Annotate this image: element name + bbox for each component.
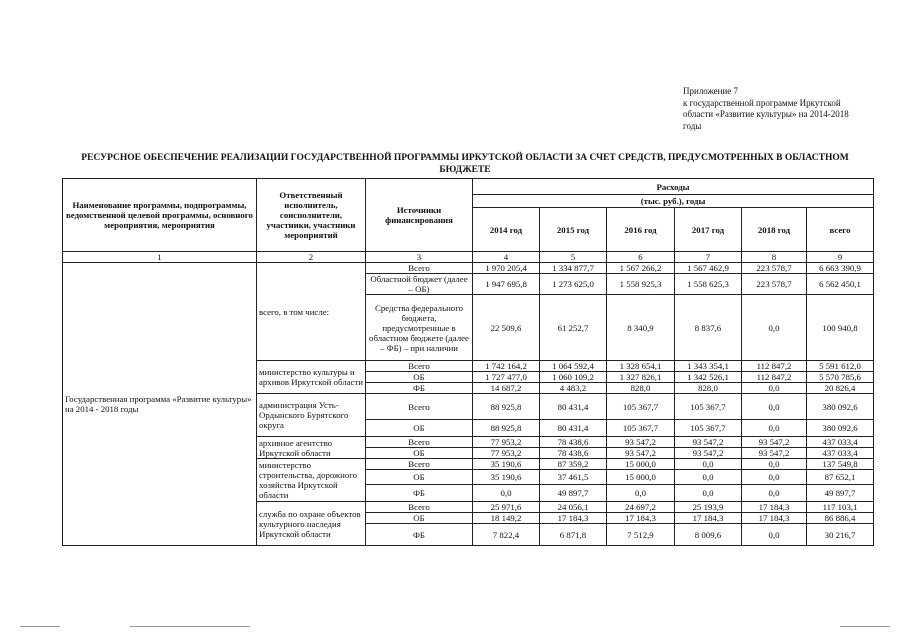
header-year: 2018 год xyxy=(742,208,807,252)
year-value-cell: 0,0 xyxy=(742,394,807,420)
column-number: 1 xyxy=(63,252,257,263)
page-edge-line xyxy=(20,626,60,627)
column-number: 7 xyxy=(675,252,742,263)
page-edge-line xyxy=(840,626,890,627)
year-value-cell: 1 060 109,2 xyxy=(540,372,607,383)
year-value-cell: 80 431,4 xyxy=(540,420,607,437)
header-expenses: Расходы xyxy=(473,179,874,195)
year-value-cell: 17 184,3 xyxy=(540,513,607,524)
year-value-cell: 78 438,6 xyxy=(540,448,607,459)
year-value-cell: 105 367,7 xyxy=(607,420,675,437)
year-value-cell: 0,0 xyxy=(473,485,540,502)
total-value-cell: 49 897,7 xyxy=(807,485,874,502)
year-value-cell: 1 727 477,0 xyxy=(473,372,540,383)
funding-source-cell: Всего xyxy=(366,502,473,513)
funding-source-cell: ОБ xyxy=(366,470,473,485)
funding-source-cell: ОБ xyxy=(366,372,473,383)
year-value-cell: 14 687,2 xyxy=(473,383,540,394)
year-value-cell: 0,0 xyxy=(742,295,807,361)
total-value-cell: 5 570 785,6 xyxy=(807,372,874,383)
year-value-cell: 1 273 625,0 xyxy=(540,274,607,295)
year-value-cell: 87 359,2 xyxy=(540,459,607,470)
year-value-cell: 15 000,0 xyxy=(607,459,675,470)
year-value-cell: 0,0 xyxy=(742,524,807,546)
total-value-cell: 437 033,4 xyxy=(807,437,874,448)
year-value-cell: 1 742 164,2 xyxy=(473,361,540,372)
resource-table xyxy=(62,178,874,546)
year-value-cell: 223 578,7 xyxy=(742,274,807,295)
executor-cell: всего, в том числе: xyxy=(257,263,366,361)
total-value-cell: 5 591 612,0 xyxy=(807,361,874,372)
funding-source-cell: ОБ xyxy=(366,513,473,524)
program-name-cell: Государственная программа «Развитие культуры» на 2014 - 2018 годы xyxy=(63,263,257,546)
year-value-cell: 78 438,6 xyxy=(540,437,607,448)
year-value-cell: 77 953,2 xyxy=(473,448,540,459)
header-total: всего xyxy=(807,208,874,252)
year-value-cell: 7 512,9 xyxy=(607,524,675,546)
year-value-cell: 1 064 592,4 xyxy=(540,361,607,372)
total-value-cell: 20 826,4 xyxy=(807,383,874,394)
year-value-cell: 17 184,3 xyxy=(675,513,742,524)
executor-cell: министерство культуры и архивов Иркутской области xyxy=(257,361,366,394)
appendix-line: к государственной программе Иркутской xyxy=(683,97,841,108)
year-value-cell: 35 190,6 xyxy=(473,459,540,470)
year-value-cell: 1 567 462,9 xyxy=(675,263,742,274)
funding-source-cell: ФБ xyxy=(366,524,473,546)
year-value-cell: 1 947 695,8 xyxy=(473,274,540,295)
year-value-cell: 49 897,7 xyxy=(540,485,607,502)
column-number: 2 xyxy=(257,252,366,263)
page-edge-line xyxy=(130,626,250,627)
year-value-cell: 93 547,2 xyxy=(742,437,807,448)
total-value-cell: 380 092,6 xyxy=(807,420,874,437)
year-value-cell: 17 184,3 xyxy=(607,513,675,524)
total-value-cell: 380 092,6 xyxy=(807,394,874,420)
year-value-cell: 35 190,6 xyxy=(473,470,540,485)
column-number: 8 xyxy=(742,252,807,263)
year-value-cell: 105 367,7 xyxy=(607,394,675,420)
year-value-cell: 1 970 205,4 xyxy=(473,263,540,274)
funding-source-cell: Всего xyxy=(366,459,473,470)
year-value-cell: 18 149,2 xyxy=(473,513,540,524)
year-value-cell: 77 953,2 xyxy=(473,437,540,448)
table-body xyxy=(63,263,874,546)
header-year: 2014 год xyxy=(473,208,540,252)
header-year: 2016 год xyxy=(607,208,675,252)
funding-source-cell: Областной бюджет (далее – ОБ) xyxy=(366,274,473,295)
year-value-cell: 93 547,2 xyxy=(675,448,742,459)
year-value-cell: 8 009,6 xyxy=(675,524,742,546)
executor-cell: администрация Усть-Ордынского Бурятского округа xyxy=(257,394,366,437)
year-value-cell: 80 431,4 xyxy=(540,394,607,420)
table-row xyxy=(63,263,874,274)
year-value-cell: 223 578,7 xyxy=(742,263,807,274)
year-value-cell: 7 822,4 xyxy=(473,524,540,546)
year-value-cell: 1 558 925,3 xyxy=(607,274,675,295)
header-year: 2017 год xyxy=(675,208,742,252)
year-value-cell: 0,0 xyxy=(742,420,807,437)
total-value-cell: 6 562 450,1 xyxy=(807,274,874,295)
total-value-cell: 6 663 390,9 xyxy=(807,263,874,274)
year-value-cell: 0,0 xyxy=(607,485,675,502)
year-value-cell: 0,0 xyxy=(742,383,807,394)
total-value-cell: 137 549,8 xyxy=(807,459,874,470)
year-value-cell: 0,0 xyxy=(675,485,742,502)
year-value-cell: 1 342 526,1 xyxy=(675,372,742,383)
funding-source-cell: ФБ xyxy=(366,485,473,502)
funding-source-cell: ФБ xyxy=(366,383,473,394)
total-value-cell: 86 886,4 xyxy=(807,513,874,524)
total-value-cell: 87 652,1 xyxy=(807,470,874,485)
appendix-line: годы xyxy=(683,120,702,131)
executor-cell: архивное агентство Иркутской области xyxy=(257,437,366,459)
total-value-cell: 117 103,1 xyxy=(807,502,874,513)
year-value-cell: 61 252,7 xyxy=(540,295,607,361)
funding-source-cell: Всего xyxy=(366,394,473,420)
header-funding-source: Источники финансирования xyxy=(366,179,473,252)
executor-cell: министерство строительства, дорожного хозяйства Иркутской области xyxy=(257,459,366,502)
year-value-cell: 0,0 xyxy=(742,470,807,485)
total-value-cell: 437 033,4 xyxy=(807,448,874,459)
total-value-cell: 100 940,8 xyxy=(807,295,874,361)
appendix-line: Приложение 7 xyxy=(683,86,739,96)
header-executor: Ответственный исполнитель, соисполнители, участники, участники мероприятий xyxy=(257,179,366,252)
year-value-cell: 105 367,7 xyxy=(675,394,742,420)
header-units: (тыс. руб.), годы xyxy=(473,195,874,208)
year-value-cell: 93 547,2 xyxy=(675,437,742,448)
year-value-cell: 88 925,8 xyxy=(473,420,540,437)
funding-source-cell: ОБ xyxy=(366,448,473,459)
year-value-cell: 93 547,2 xyxy=(742,448,807,459)
year-value-cell: 0,0 xyxy=(675,470,742,485)
executor-cell: служба по охране объектов культурного наследия Иркутской области xyxy=(257,502,366,546)
year-value-cell: 1 327 826,1 xyxy=(607,372,675,383)
column-numbers-row xyxy=(63,252,874,263)
year-value-cell: 17 184,3 xyxy=(742,502,807,513)
year-value-cell: 1 558 625,3 xyxy=(675,274,742,295)
year-value-cell: 4 483,2 xyxy=(540,383,607,394)
year-value-cell: 828,0 xyxy=(607,383,675,394)
year-value-cell: 0,0 xyxy=(742,485,807,502)
year-value-cell: 17 184,3 xyxy=(742,513,807,524)
year-value-cell: 1 343 354,1 xyxy=(675,361,742,372)
year-value-cell: 25 193,9 xyxy=(675,502,742,513)
year-value-cell: 88 925,8 xyxy=(473,394,540,420)
year-value-cell: 37 461,5 xyxy=(540,470,607,485)
year-value-cell: 0,0 xyxy=(675,459,742,470)
column-number: 3 xyxy=(366,252,473,263)
year-value-cell: 22 509,6 xyxy=(473,295,540,361)
table-header xyxy=(63,179,874,263)
year-value-cell: 8 340,9 xyxy=(607,295,675,361)
funding-source-cell: Всего xyxy=(366,263,473,274)
year-value-cell: 1 567 266,2 xyxy=(607,263,675,274)
year-value-cell: 112 847,2 xyxy=(742,372,807,383)
year-value-cell: 93 547,2 xyxy=(607,437,675,448)
year-value-cell: 24 697,2 xyxy=(607,502,675,513)
year-value-cell: 15 000,0 xyxy=(607,470,675,485)
column-number: 4 xyxy=(473,252,540,263)
column-number: 9 xyxy=(807,252,874,263)
appendix-line: области «Развитие культуры» на 2014-2018 xyxy=(683,109,849,119)
appendix-note xyxy=(683,86,873,132)
year-value-cell: 6 871,8 xyxy=(540,524,607,546)
year-value-cell: 1 328 654,1 xyxy=(607,361,675,372)
year-value-cell: 25 971,6 xyxy=(473,502,540,513)
header-program-name: Наименование программы, подпрограммы, ведомственной целевой программы, основного мероприятия, мероприятия xyxy=(63,179,257,252)
year-value-cell: 112 847,2 xyxy=(742,361,807,372)
funding-source-cell: Средства федерального бюджета, предусмотренные в областном бюджете (далее – ФБ) – при наличии xyxy=(366,295,473,361)
funding-source-cell: Всего xyxy=(366,437,473,448)
year-value-cell: 24 056,1 xyxy=(540,502,607,513)
year-value-cell: 828,0 xyxy=(675,383,742,394)
year-value-cell: 105 367,7 xyxy=(675,420,742,437)
column-number: 6 xyxy=(607,252,675,263)
funding-source-cell: ОБ xyxy=(366,420,473,437)
year-value-cell: 0,0 xyxy=(742,459,807,470)
year-value-cell: 1 334 877,7 xyxy=(540,263,607,274)
funding-source-cell: Всего xyxy=(366,361,473,372)
header-year: 2015 год xyxy=(540,208,607,252)
total-value-cell: 30 216,7 xyxy=(807,524,874,546)
year-value-cell: 8 837,6 xyxy=(675,295,742,361)
column-number: 5 xyxy=(540,252,607,263)
document-title: РЕСУРСНОЕ ОБЕСПЕЧЕНИЕ РЕАЛИЗАЦИИ ГОСУДАРСТВЕННОЙ ПРОГРАММЫ ИРКУТСКОЙ ОБЛАСТИ ЗА СЧЕТ СРЕДСТВ, ПРЕДУСМОТРЕННЫХ В ОБЛАСТНОМ БЮДЖЕТЕ xyxy=(81,153,849,175)
year-value-cell: 93 547,2 xyxy=(607,448,675,459)
